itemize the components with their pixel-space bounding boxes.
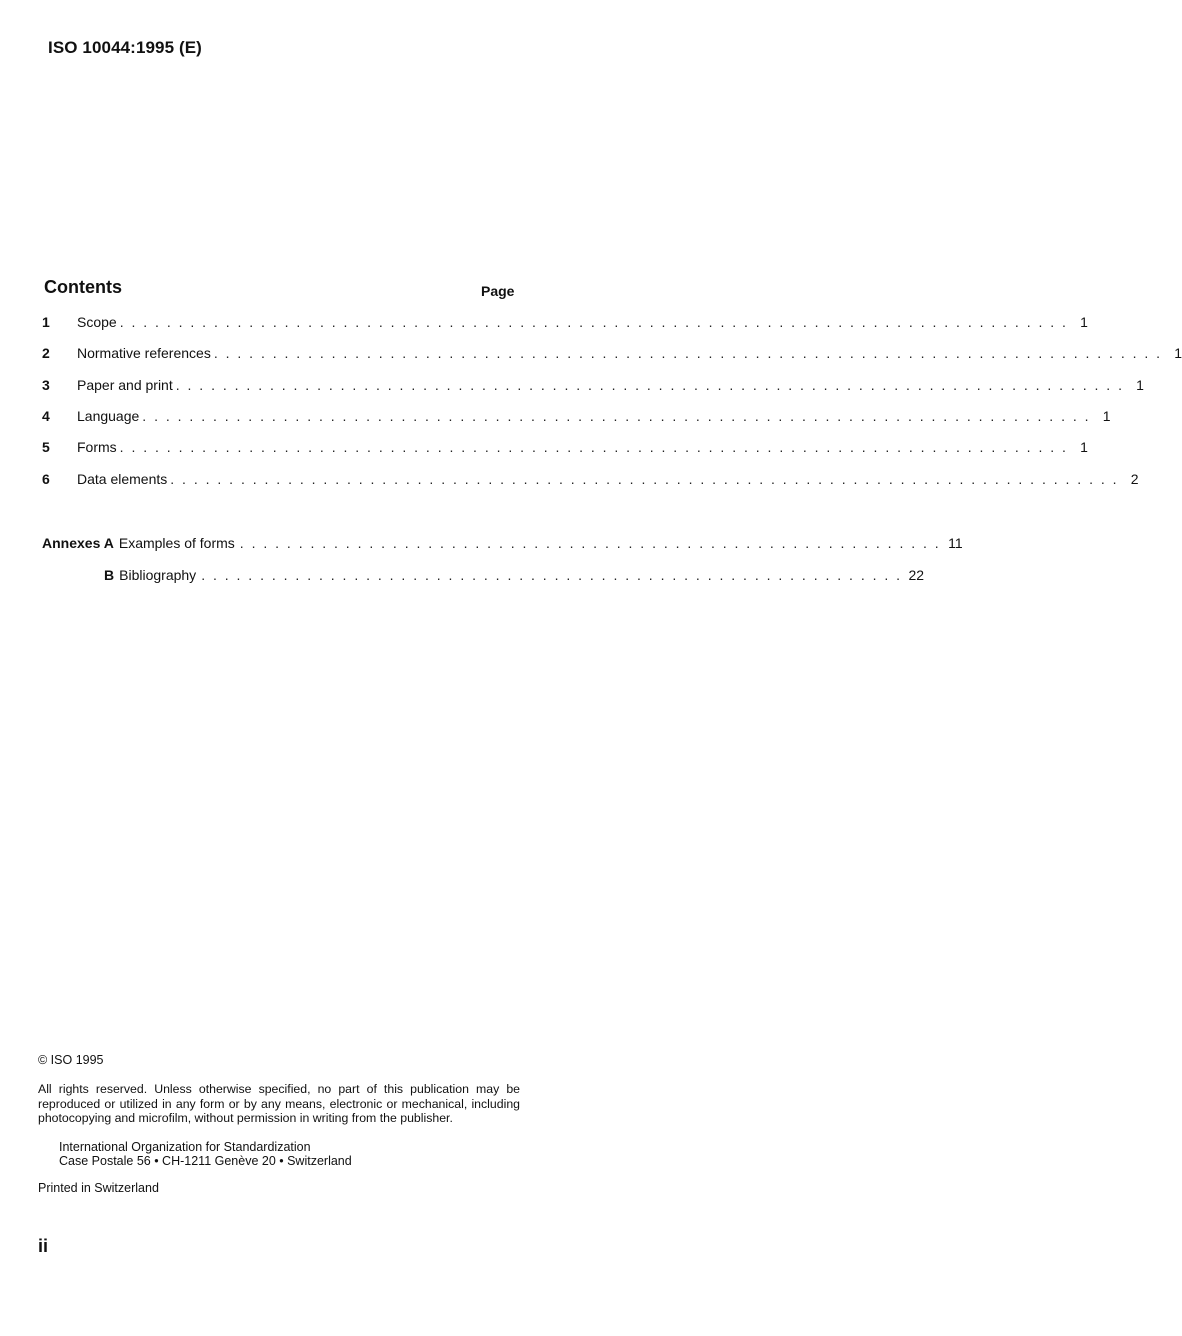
toc-entry-title: Data elements [77, 471, 168, 487]
toc-annex-b[interactable] [104, 565, 925, 585]
toc-entry-page: 1 [1136, 377, 1144, 393]
document-id: ISO 10044:1995 (E) [48, 38, 202, 57]
toc-entry-scope[interactable] [42, 312, 1088, 332]
toc-entry-language[interactable] [42, 406, 1111, 426]
toc-entry-page: 1 [1080, 314, 1088, 330]
contents-title: Contents [44, 277, 122, 297]
publisher-address [59, 1140, 352, 1168]
rights-statement: All rights reserved. Unless otherwise specified, no part of this publication may be reproduced or utilized in any form or by any means, electronic or mechanical, including photocopying and microfilm, without permission in writing from the publisher. [38, 1082, 520, 1125]
toc-entry-page: 1 [1102, 408, 1111, 424]
dot-leader: . . . . . . . . . . . . . . . . . . . . . . . . . . . . . . . . . . . . . . . . . . . . . . . . . . . . . . . . . . . . [201, 567, 903, 583]
toc-entry-title: Normative references [77, 345, 211, 361]
toc-entry-forms[interactable] [42, 437, 1088, 457]
toc-entry-page: 2 [1130, 471, 1139, 487]
printed-in: Printed in Switzerland [38, 1181, 159, 1195]
org-address: Case Postale 56 • CH-1211 Genève 20 • Switzerland [59, 1154, 352, 1168]
dot-leader: . . . . . . . . . . . . . . . . . . . . . . . . . . . . . . . . . . . . . . . . . . . . . . . . . . . . . . . . . . . . . . . . . . . . . . . . . . . . . . . . . [119, 314, 1068, 330]
org-name: International Organization for Standardization [59, 1140, 311, 1154]
toc-annex-a[interactable] [42, 533, 963, 553]
dot-leader: . . . . . . . . . . . . . . . . . . . . . . . . . . . . . . . . . . . . . . . . . . . . . . . . . . . . . . . . . . . . . . . . . . . . . . . . . . . . . . . . . [213, 345, 1163, 361]
annex-title: Examples of forms [118, 535, 235, 551]
toc-entry-title: Forms [77, 439, 117, 455]
dot-leader: . . . . . . . . . . . . . . . . . . . . . . . . . . . . . . . . . . . . . . . . . . . . . . . . . . . . . . . . . . . . [239, 535, 941, 551]
toc-entry-number: 6 [42, 471, 50, 487]
toc-entry-number: 3 [42, 377, 50, 393]
toc-entry-data-elements[interactable] [42, 469, 1139, 489]
annex-page: 11 [948, 535, 963, 551]
annex-title: Bibliography [119, 567, 197, 583]
toc-entry-number: 2 [42, 345, 50, 361]
toc-entry-title: Scope [77, 314, 117, 330]
toc-entry-number: 1 [42, 314, 50, 330]
toc-entry-number: 4 [42, 408, 50, 424]
dot-leader: . . . . . . . . . . . . . . . . . . . . . . . . . . . . . . . . . . . . . . . . . . . . . . . . . . . . . . . . . . . . . . . . . . . . . . . . . . . . . . . . . [142, 408, 1091, 424]
annex-page: 22 [908, 567, 925, 583]
toc-entry-normative-references[interactable] [42, 343, 1182, 363]
dot-leader: . . . . . . . . . . . . . . . . . . . . . . . . . . . . . . . . . . . . . . . . . . . . . . . . . . . . . . . . . . . . . . . . . . . . . . . . . . . . . . . . . [175, 377, 1124, 393]
annex-letter: B [104, 567, 115, 583]
toc-entry-title: Language [77, 408, 140, 424]
toc-entry-title: Paper and print [77, 377, 173, 393]
toc-entry-page: 1 [1080, 439, 1088, 455]
annexes-label: Annexes A [42, 535, 114, 551]
dot-leader: . . . . . . . . . . . . . . . . . . . . . . . . . . . . . . . . . . . . . . . . . . . . . . . . . . . . . . . . . . . . . . . . . . . . . . . . . . . . . . . . . [119, 439, 1068, 455]
toc-entry-paper-and-print[interactable] [42, 375, 1144, 395]
toc-entry-page: 1 [1174, 345, 1182, 361]
page-column-label: Page [481, 283, 515, 299]
copyright-notice: © ISO 1995 [38, 1053, 104, 1067]
page-number: ii [38, 1236, 49, 1256]
toc-entry-number: 5 [42, 439, 50, 455]
dot-leader: . . . . . . . . . . . . . . . . . . . . . . . . . . . . . . . . . . . . . . . . . . . . . . . . . . . . . . . . . . . . . . . . . . . . . . . . . . . . . . . . . [170, 471, 1119, 487]
